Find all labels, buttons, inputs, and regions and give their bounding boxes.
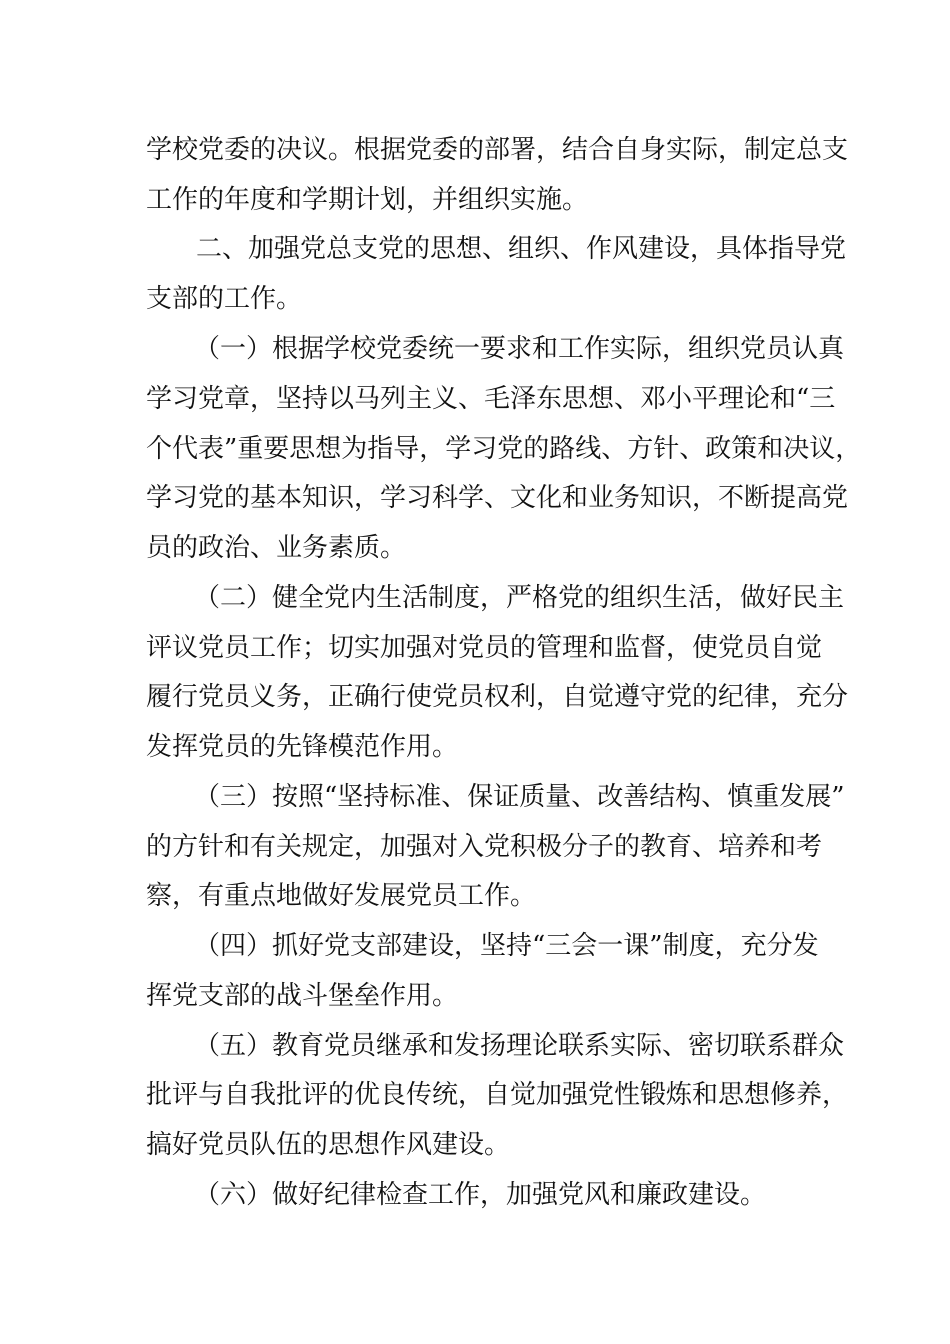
text-line: 发挥党员的先锋模范作用。 — [146, 732, 459, 762]
text-line: 个代表”重要思想为指导，学习党的路线、方针、政策和决议， — [146, 434, 862, 464]
text-line: 履行党员义务，正确行使党员权利，自觉遵守党的纪律，充分 — [146, 682, 849, 712]
paragraph-heading: 二、加强党总支党的思想、组织、作风建设，具体指导党 — [196, 234, 847, 264]
text-line: （五）教育党员继承和发扬理论联系实际、密切联系群众 — [194, 1031, 845, 1061]
text-line: 员的政治、业务素质。 — [146, 533, 407, 563]
text-line: 支部的工作。 — [146, 284, 303, 314]
text-line: 评议党员工作；切实加强对党员的管理和监督，使党员自觉 — [146, 633, 823, 663]
text-line: （三）按照“坚持标准、保证质量、改善结构、慎重发展” — [194, 782, 845, 812]
text-line: 挥党支部的战斗堡垒作用。 — [146, 981, 459, 1011]
text-line: 搞好党员队伍的思想作风建设。 — [146, 1130, 511, 1160]
text-line: 学习党章，坚持以马列主义、毛泽东思想、邓小平理论和“三 — [146, 384, 836, 414]
text-line: 批评与自我批评的优良传统，自觉加强党性锻炼和思想修养， — [146, 1080, 849, 1110]
text-line: （二）健全党内生活制度，严格党的组织生活，做好民主 — [194, 583, 845, 613]
text-line: 工作的年度和学期计划，并组织实施。 — [146, 185, 589, 215]
text-line: （六）做好纪律检查工作，加强党风和廉政建设。 — [194, 1180, 767, 1210]
text-line: （四）抓好党支部建设，坚持“三会一课”制度，充分发 — [194, 931, 819, 961]
text-line: 学校党委的决议。根据党委的部署，结合自身实际，制定总支 — [146, 135, 849, 165]
text-line: 察，有重点地做好发展党员工作。 — [146, 881, 537, 911]
text-line: 学习党的基本知识，学习科学、文化和业务知识，不断提高党 — [146, 483, 849, 513]
text-line: 的方针和有关规定，加强对入党积极分子的教育、培养和考 — [146, 832, 823, 862]
text-line: （一）根据学校党委统一要求和工作实际，组织党员认真 — [194, 334, 845, 364]
